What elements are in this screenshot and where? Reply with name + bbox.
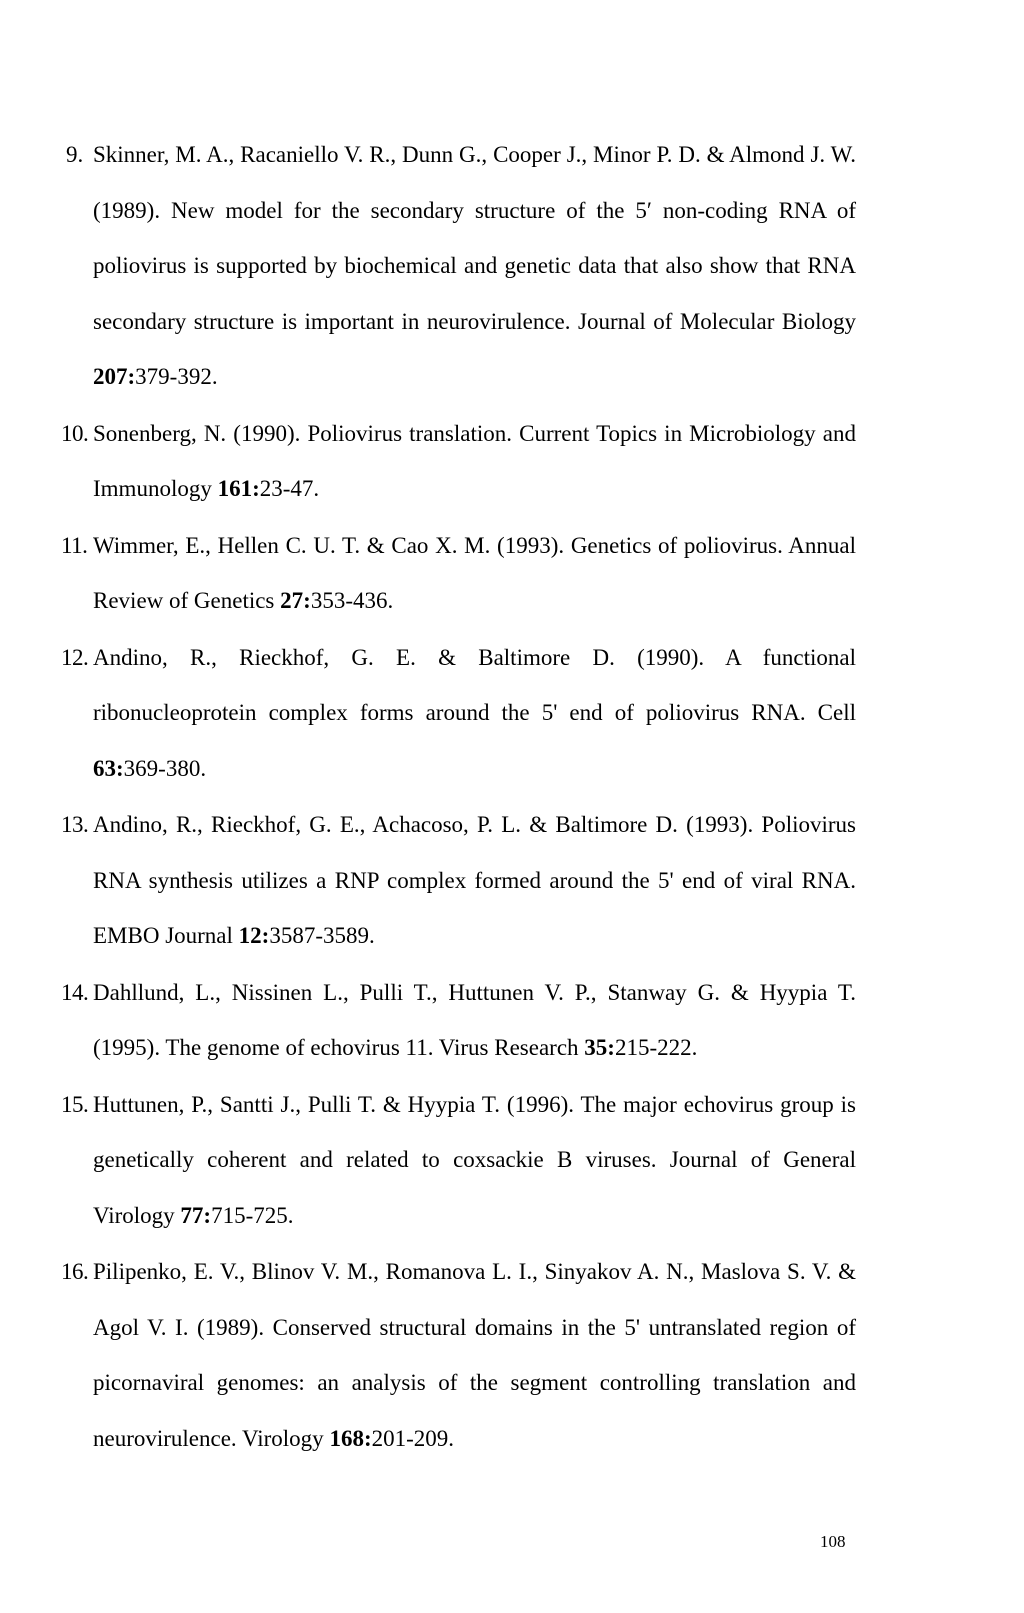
reference-text: Wimmer, E., Hellen C. U. T. & Cao X. M. (1993). Genetics of poliovirus. Annual Review of Genetics	[93, 532, 856, 613]
reference-volume: 77:	[180, 1202, 212, 1228]
reference-number: 9.	[66, 142, 84, 167]
reference-item	[61, 1077, 856, 1244]
reference-number: 15.	[61, 1091, 89, 1117]
reference-text: Skinner, M. A., Racaniello V. R., Dunn G., Cooper J., Minor P. D. & Almond J. W. (1989). New model for the secondary structure of the 5′ non-coding RNA of poliovirus is supported by biochemical and genetic data that also show that RNA secondary structure is important in neurovirulence. Journal of Molecular Biology	[93, 142, 856, 334]
reference-text: Dahllund, L., Nissinen L., Pulli T., Huttunen V. P., Stanway G. & Hyypia T. (1995). The genome of echovirus 11. Virus Research	[93, 979, 856, 1060]
reference-number: 13.	[61, 812, 89, 837]
reference-number: 14.	[61, 979, 89, 1005]
reference-volume: 27:	[280, 588, 311, 613]
reference-pages: 215-222.	[614, 1035, 698, 1060]
reference-item	[61, 797, 856, 964]
reference-volume: 35:	[584, 1035, 615, 1060]
reference-list	[61, 127, 856, 1467]
reference-pages: 715-725.	[211, 1202, 294, 1228]
reference-pages: 201-209.	[371, 1425, 455, 1451]
reference-pages: 369-380.	[123, 755, 207, 781]
reference-pages: 3587-3589.	[269, 923, 375, 948]
reference-volume: 12:	[238, 923, 270, 948]
reference-item	[61, 630, 856, 797]
reference-pages: 23-47.	[259, 476, 320, 501]
reference-volume: 168:	[329, 1425, 372, 1451]
reference-text: Andino, R., Rieckhof, G. E., Achacoso, P. L. & Baltimore D. (1993). Poliovirus RNA synthesis utilizes a RNP complex formed around the 5' end of viral RNA. EMBO Journal	[93, 812, 856, 948]
reference-number: 12.	[61, 644, 89, 670]
reference-pages: 353-436.	[310, 588, 394, 613]
reference-item	[61, 518, 856, 629]
reference-item	[61, 965, 856, 1076]
reference-volume: 207:	[93, 364, 136, 389]
reference-volume: 161:	[217, 476, 260, 501]
reference-item	[66, 127, 856, 405]
reference-text: Andino, R., Rieckhof, G. E. & Baltimore D. (1990). A functional ribonucleoprotein complex forms around the 5' end of poliovirus RNA. Cell	[93, 644, 856, 725]
reference-text: Sonenberg, N. (1990). Poliovirus translation. Current Topics in Microbiology and Immunology	[93, 420, 856, 501]
reference-item	[61, 1244, 856, 1466]
reference-pages: 379-392.	[135, 364, 218, 389]
reference-number: 10.	[61, 420, 89, 446]
reference-volume: 63:	[93, 755, 124, 781]
reference-number: 16.	[61, 1259, 89, 1284]
reference-text: Huttunen, P., Santti J., Pulli T. & Hyypia T. (1996). The major echovirus group is genetically coherent and related to coxsackie B viruses. Journal of General Virology	[93, 1091, 856, 1228]
reference-text: Pilipenko, E. V., Blinov V. M., Romanova L. I., Sinyakov A. N., Maslova S. V. & Agol V. I. (1989). Conserved structural domains in the 5' untranslated region of picornaviral genomes: an analysis of the segment controlling translation and neurovirulence. Virology	[93, 1259, 856, 1451]
reference-item	[61, 406, 856, 517]
page-number: 108	[820, 1532, 846, 1551]
reference-number: 11.	[61, 532, 88, 558]
